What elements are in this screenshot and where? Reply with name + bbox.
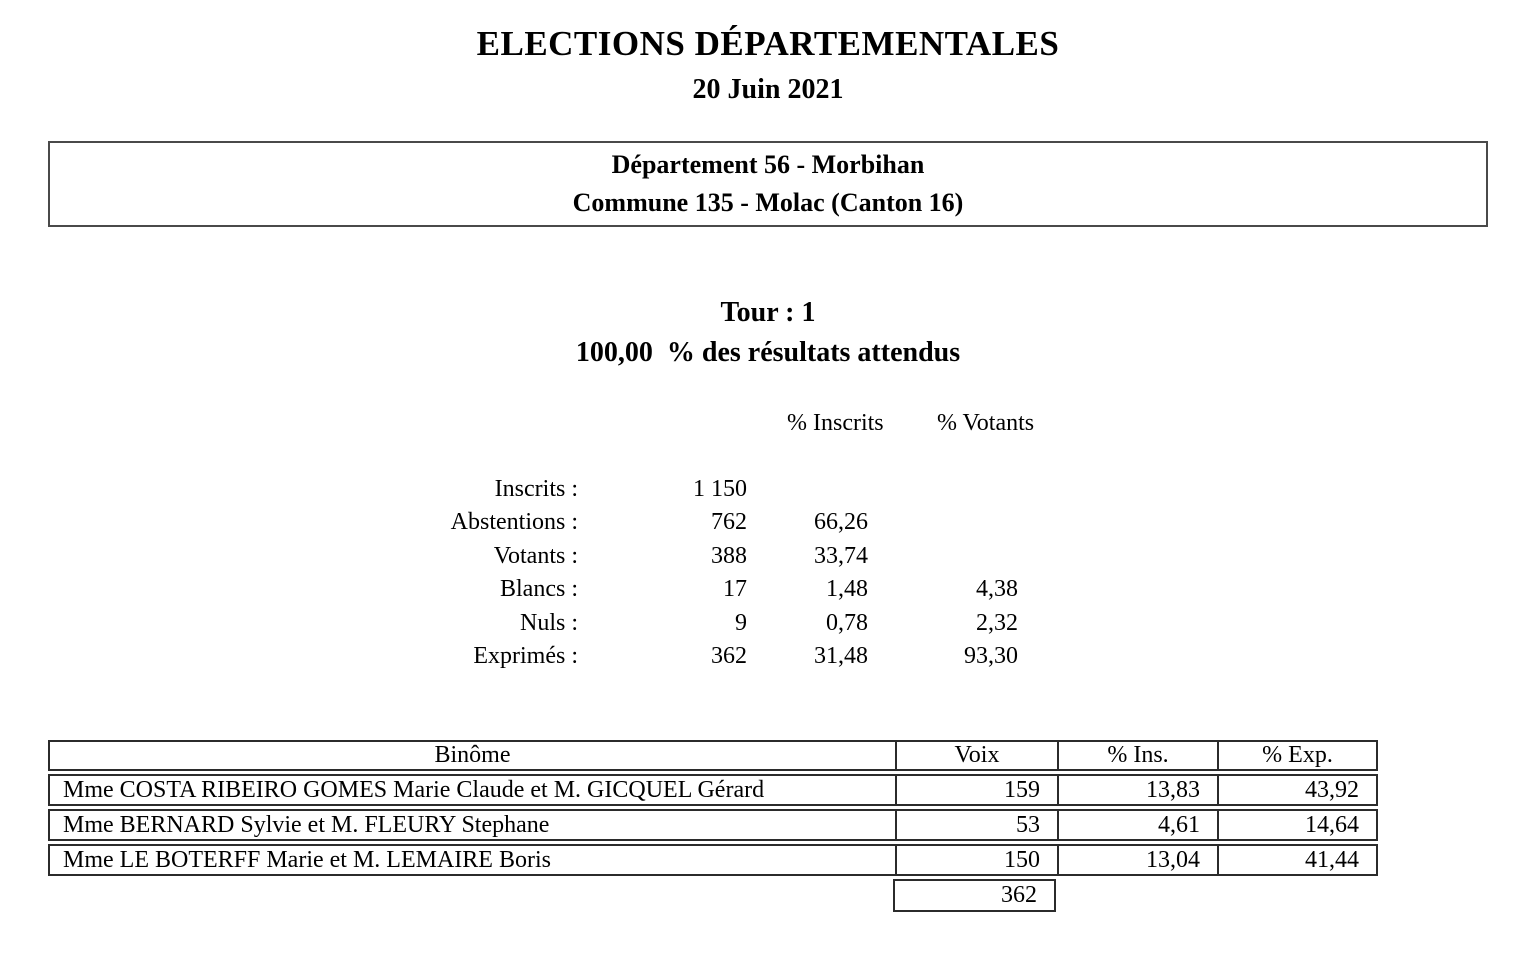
stat-pct-inscrits: 31,48 (814, 642, 868, 669)
binome-name: Mme BERNARD Sylvie et M. FLEURY Stephane (63, 811, 550, 838)
stat-pct-votants: 4,38 (976, 576, 1018, 603)
stat-label: Abstentions : (450, 509, 578, 536)
department-line: Département 56 - Morbihan (611, 150, 925, 179)
stat-label: Exprimés : (473, 642, 578, 669)
table-row (48, 774, 1378, 806)
voix-value: 53 (895, 811, 1057, 839)
stat-pct-inscrits: 33,74 (814, 542, 868, 569)
stat-count: 388 (711, 542, 747, 569)
col-header-pct-exp: % Exp. (1217, 742, 1376, 769)
pct-exp-value: 41,44 (1217, 846, 1376, 874)
stat-count: 17 (723, 576, 747, 603)
results-table-header (48, 740, 1378, 771)
stat-row-exprimes (48, 640, 1023, 673)
pct-ins-value: 13,83 (1057, 776, 1217, 804)
stat-pct-inscrits: 66,26 (814, 509, 868, 536)
participation-stats (48, 473, 1023, 673)
voix-value: 150 (895, 846, 1057, 874)
total-voix-cell: 362 (893, 879, 1056, 912)
stat-row-inscrits (48, 473, 1023, 506)
stat-pct-votants (868, 506, 1018, 539)
col-header-pct-ins: % Ins. (1057, 742, 1217, 769)
location-box (48, 141, 1488, 227)
col-header-voix: Voix (895, 742, 1057, 769)
stat-pct-inscrits: 1,48 (826, 576, 868, 603)
results-progress: 100,00 % des résultats attendus (575, 337, 961, 368)
binome-name: Mme COSTA RIBEIRO GOMES Marie Claude et M. GICQUEL Gérard (63, 776, 765, 803)
table-row (48, 844, 1378, 876)
stat-label: Nuls : (519, 609, 578, 636)
stat-pct-votants: 2,32 (976, 609, 1018, 636)
stat-count: 362 (711, 642, 747, 669)
commune-line: Commune 135 - Molac (Canton 16) (572, 188, 964, 217)
pct-exp-value: 43,92 (1217, 776, 1376, 804)
stat-count: 762 (711, 509, 747, 536)
stat-pct-votants (868, 473, 1018, 506)
document-title: ELECTIONS DÉPARTEMENTALES (476, 24, 1060, 63)
stat-count: 9 (735, 609, 747, 636)
stat-label: Votants : (493, 542, 578, 569)
election-date: 20 Juin 2021 (692, 74, 844, 105)
voix-value: 159 (895, 776, 1057, 804)
table-row (48, 809, 1378, 841)
col-header-pct-inscrits: % Inscrits (787, 410, 884, 436)
stat-label: Inscrits : (494, 476, 578, 502)
stat-count: 1 150 (693, 476, 747, 502)
pct-exp-value: 14,64 (1217, 811, 1376, 839)
results-table (48, 740, 1378, 908)
stat-pct-votants (868, 540, 1018, 573)
stat-label: Blancs : (500, 576, 578, 603)
binome-name: Mme LE BOTERFF Marie et M. LEMAIRE Boris (63, 846, 551, 873)
stat-row-nuls (48, 607, 1023, 640)
stat-row-blancs (48, 573, 1023, 606)
stat-pct-inscrits (747, 473, 868, 506)
tour-label: Tour : 1 (720, 297, 816, 328)
pct-ins-value: 13,04 (1057, 846, 1217, 874)
col-header-pct-votants: % Votants (937, 410, 1035, 436)
stat-pct-votants: 93,30 (964, 642, 1018, 669)
stat-pct-inscrits: 0,78 (826, 609, 868, 636)
pct-ins-value: 4,61 (1057, 811, 1217, 839)
col-header-binome: Binôme (434, 742, 511, 768)
stat-row-abstentions (48, 506, 1023, 539)
stat-row-votants (48, 540, 1023, 573)
